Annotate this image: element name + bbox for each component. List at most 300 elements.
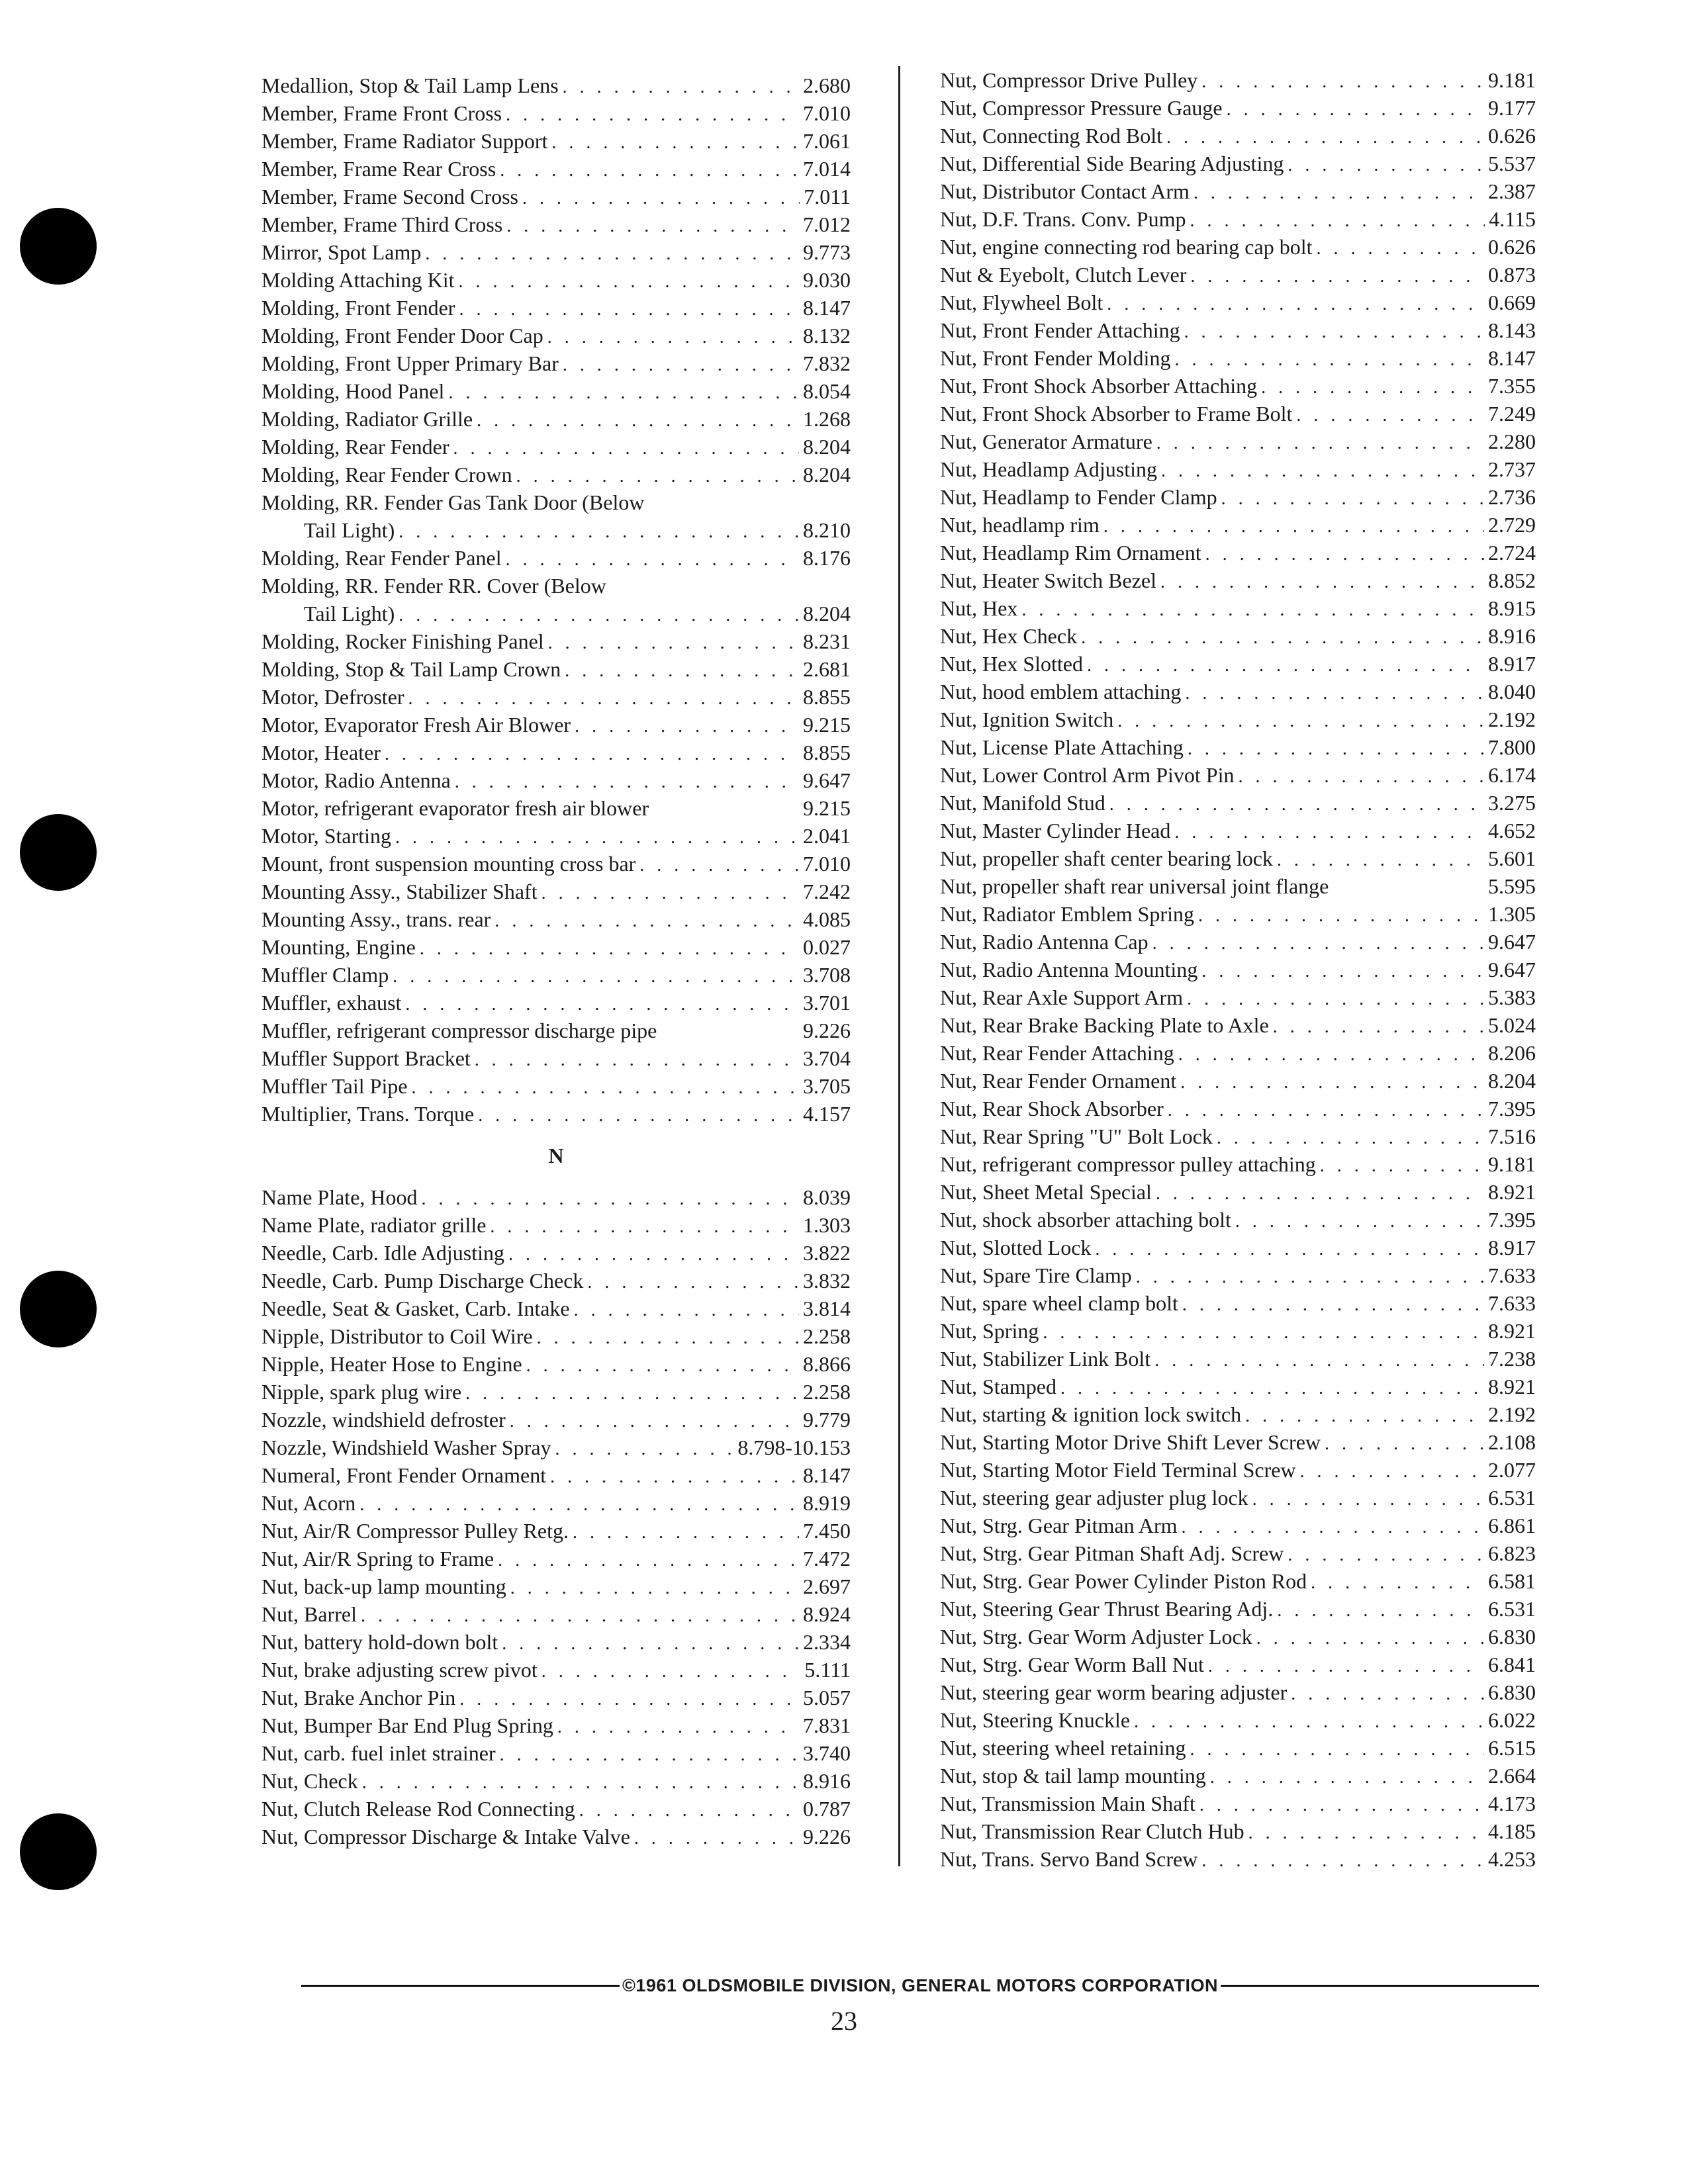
index-entry — [261, 238, 851, 266]
index-entry — [261, 1517, 851, 1545]
index-entry-text: Nut, Front Shock Absorber Attaching — [940, 374, 1258, 398]
index-entry-text: Nut, Radio Antenna Cap — [940, 930, 1149, 954]
dot-leader — [1184, 318, 1484, 346]
dot-leader — [1081, 624, 1484, 652]
index-entry-text: Molding, Front Upper Primary Bar — [261, 351, 559, 375]
index-entry-text: Motor, refrigerant evaporator fresh air blower — [261, 796, 649, 820]
index-entry — [261, 1378, 851, 1406]
index-entry-page: 8.204 — [803, 463, 851, 486]
dot-leader — [1273, 1013, 1484, 1041]
dot-leader — [550, 1463, 799, 1491]
dot-leader — [537, 1324, 799, 1352]
index-entry — [940, 1706, 1536, 1734]
index-entry — [940, 1373, 1536, 1400]
index-entry-page: 0.669 — [1488, 291, 1536, 314]
index-entry — [940, 1011, 1536, 1039]
index-entry-page: 7.242 — [803, 880, 851, 903]
dot-leader — [1300, 1458, 1484, 1486]
index-entry — [940, 483, 1536, 511]
dot-leader — [498, 1547, 799, 1574]
index-entry-text: Nut, Hex Check — [940, 624, 1078, 648]
index-entry-page: 8.921 — [1488, 1375, 1536, 1398]
dot-leader — [455, 768, 799, 796]
index-entry-text: Nut, Distributor Contact Arm — [940, 179, 1190, 203]
dot-leader — [420, 935, 799, 963]
index-entry-page: 8.147 — [1488, 346, 1536, 370]
index-entry-text: Nut, Transmission Main Shaft — [940, 1792, 1196, 1815]
index-entry-text: Nut, Heater Switch Bezel — [940, 569, 1156, 592]
index-entry-text: Nut, Headlamp Rim Ornament — [940, 541, 1201, 565]
index-entry — [261, 794, 851, 822]
index-entry-text: Tail Light) — [304, 518, 395, 542]
index-entry-page: 2.681 — [803, 657, 851, 681]
dot-leader — [494, 907, 799, 935]
index-entry — [261, 461, 851, 488]
dot-leader — [573, 1519, 799, 1547]
index-entry — [940, 1623, 1536, 1651]
dot-leader — [1325, 1430, 1484, 1458]
index-entry — [940, 1289, 1536, 1317]
index-entry-text: Tail Light) — [304, 602, 395, 625]
index-entry-page: 7.012 — [803, 212, 851, 236]
index-entry-text: Nut, steering wheel retaining — [940, 1736, 1186, 1760]
index-entry — [261, 1823, 851, 1850]
footer-rule-left — [301, 1985, 620, 1987]
dot-leader — [506, 546, 799, 574]
index-entry-page: 2.334 — [803, 1630, 851, 1654]
index-entry — [940, 511, 1536, 539]
index-entry — [940, 789, 1536, 817]
index-entry-text: Nut, carb. fuel inlet strainer — [261, 1741, 496, 1765]
index-entry-page: 9.030 — [803, 268, 851, 292]
index-entry-page: 8.147 — [803, 1463, 851, 1487]
dot-leader — [574, 1297, 799, 1324]
dot-leader — [475, 1046, 799, 1074]
index-entry-text: Nut, Spring — [940, 1319, 1039, 1343]
index-entry-page: 7.010 — [803, 101, 851, 125]
index-entry-text: Nut, Clutch Release Rod Connecting — [261, 1797, 575, 1821]
index-entry-page: 2.680 — [803, 73, 851, 97]
index-entry-text: Nut, Master Cylinder Head — [940, 819, 1171, 842]
index-entry-page: 2.724 — [1488, 541, 1536, 565]
index-entry — [261, 1100, 851, 1128]
index-entry-text: Mirror, Spot Lamp — [261, 240, 422, 264]
index-entry-text: Nut, brake adjusting screw pivot — [261, 1658, 538, 1682]
index-entry-page: 5.111 — [804, 1658, 851, 1682]
index-entry-text: Molding, RR. Fender RR. Cover (Below — [261, 574, 606, 598]
index-entry — [940, 678, 1536, 705]
index-entry — [940, 567, 1536, 594]
index-list-m-entries — [261, 71, 851, 1128]
index-entry-page: 8.204 — [1488, 1069, 1536, 1093]
index-entry-page: 3.832 — [803, 1269, 851, 1293]
index-entry-page: 5.057 — [803, 1686, 851, 1709]
index-entry — [261, 1795, 851, 1823]
index-entry-page: 8.206 — [1488, 1041, 1536, 1065]
index-entry — [940, 1317, 1536, 1345]
index-entry-page: 8.147 — [803, 296, 851, 320]
index-entry-text: Motor, Heater — [261, 741, 381, 764]
index-entry-text: Nut, Check — [261, 1769, 358, 1793]
dot-leader — [459, 296, 799, 324]
index-entry-page: 8.915 — [1488, 596, 1536, 620]
dot-leader — [1221, 485, 1484, 513]
index-entry — [940, 956, 1536, 983]
index-entry — [261, 1739, 851, 1767]
index-entry — [261, 155, 851, 183]
index-entry — [940, 1539, 1536, 1567]
index-entry-page: 7.800 — [1488, 735, 1536, 759]
dot-leader — [1208, 1653, 1484, 1680]
dot-leader — [1187, 985, 1484, 1013]
index-entry-text: Nozzle, windshield defroster — [261, 1408, 506, 1432]
copyright-notice: ©1961 OLDSMOBILE DIVISION, GENERAL MOTORS CORPORATION — [622, 1976, 1219, 1995]
index-entry-page: 7.633 — [1488, 1263, 1536, 1287]
index-entry-page: 9.779 — [803, 1408, 851, 1432]
index-entry — [261, 683, 851, 711]
index-entry-text: Nut, D.F. Trans. Conv. Pump — [940, 207, 1186, 231]
index-entry-text: Nut, headlamp rim — [940, 513, 1100, 537]
index-entry-page: 8.039 — [803, 1185, 851, 1209]
index-entry — [940, 233, 1536, 261]
dot-leader — [1188, 735, 1484, 763]
dot-leader — [1198, 902, 1484, 930]
index-entry-text: Nipple, spark plug wire — [261, 1380, 462, 1404]
dot-leader — [1296, 402, 1484, 430]
index-entry-text: Nut, Headlamp to Fender Clamp — [940, 485, 1217, 509]
index-entry — [940, 1651, 1536, 1678]
index-entry-text: Nut, Generator Armature — [940, 430, 1152, 453]
index-entry-text: Member, Frame Rear Cross — [261, 157, 496, 181]
index-entry-page: 8.855 — [803, 741, 851, 764]
dot-leader — [551, 129, 799, 157]
index-entry-page: 8.916 — [1488, 624, 1536, 648]
index-entry — [940, 817, 1536, 844]
index-entry-page: 6.531 — [1488, 1597, 1536, 1621]
dot-leader — [1182, 1514, 1485, 1541]
index-entry-text: Molding, Front Fender — [261, 296, 455, 320]
dot-leader — [1190, 207, 1485, 235]
index-entry-page: 0.027 — [803, 935, 851, 959]
dot-leader — [1201, 1847, 1484, 1875]
index-entry-page: 8.204 — [803, 602, 851, 625]
index-entry-text: Nut, Radiator Emblem Spring — [940, 902, 1194, 926]
dot-leader — [541, 880, 799, 907]
binder-hole — [20, 1813, 97, 1890]
index-entry-text: Nut, Slotted Lock — [940, 1236, 1092, 1259]
index-entry-page: 4.253 — [1488, 1847, 1536, 1871]
dot-leader — [1156, 430, 1484, 457]
index-entry — [261, 127, 851, 155]
index-entry-page: 9.181 — [1488, 1152, 1536, 1176]
dot-leader — [565, 657, 799, 685]
dot-leader — [459, 1686, 799, 1713]
index-entry-page: 6.830 — [1488, 1625, 1536, 1649]
index-entry-text: Motor, Defroster — [261, 685, 404, 709]
index-entry-page: 5.537 — [1488, 152, 1536, 175]
index-entry-text: Nut, shock absorber attaching bolt — [940, 1208, 1231, 1232]
index-entry-page: 2.697 — [803, 1574, 851, 1598]
index-entry-text: Nut, refrigerant compressor pulley attaching — [940, 1152, 1316, 1176]
index-entry-page: 4.185 — [1488, 1819, 1536, 1843]
index-entry-page: 3.705 — [803, 1074, 851, 1098]
dot-leader — [1136, 1263, 1484, 1291]
index-entry — [940, 1428, 1536, 1456]
index-entry-page: 8.855 — [803, 685, 851, 709]
dot-leader — [1174, 819, 1484, 846]
index-entry-page: 8.040 — [1488, 680, 1536, 704]
index-entry-text: Nut, propeller shaft center bearing lock — [940, 846, 1273, 870]
index-entry — [261, 933, 851, 961]
index-entry-page: 4.652 — [1488, 819, 1536, 842]
dot-leader — [1043, 1319, 1484, 1347]
index-entry-page: 7.450 — [803, 1519, 851, 1543]
index-entry-text: Nut, Sheet Metal Special — [940, 1180, 1152, 1204]
index-entry-text: Motor, Evaporator Fresh Air Blower — [261, 713, 571, 737]
dot-leader — [1288, 1541, 1484, 1569]
column-divider — [898, 66, 900, 1866]
index-entry-text: Molding, Front Fender Door Cap — [261, 324, 543, 347]
index-entry-text: Nut, License Plate Attaching — [940, 735, 1184, 759]
index-entry — [940, 1512, 1536, 1539]
dot-leader — [399, 602, 799, 629]
index-entry-page: 4.115 — [1489, 207, 1536, 231]
index-entry — [261, 1239, 851, 1267]
index-entry — [940, 928, 1536, 956]
index-entry-text: Nut, Hex Slotted — [940, 652, 1083, 676]
index-entry — [261, 711, 851, 739]
dot-leader — [459, 268, 799, 296]
index-entry-page: 8.916 — [803, 1769, 851, 1793]
index-entry-page: 8.866 — [803, 1352, 851, 1376]
index-entry — [940, 1456, 1536, 1484]
index-entry-text: Nut, Flywheel Bolt — [940, 291, 1103, 314]
index-entry-page: 8.054 — [803, 379, 851, 403]
index-entry-text: Name Plate, Hood — [261, 1185, 418, 1209]
index-entry-text: Muffler, exhaust — [261, 991, 402, 1015]
index-entry — [940, 1178, 1536, 1206]
dot-leader — [1256, 1625, 1484, 1653]
index-entry-text: Nut, Bumper Bar End Plug Spring — [261, 1713, 553, 1737]
index-entry-text: Nut, Differential Side Bearing Adjusting — [940, 152, 1284, 175]
index-entry-text: Mounting, Engine — [261, 935, 416, 959]
index-entry-text: Nut, starting & ignition lock switch — [940, 1402, 1242, 1426]
index-entry-text: Nut, Front Fender Attaching — [940, 318, 1180, 342]
dot-leader — [587, 1269, 799, 1297]
index-entry — [261, 989, 851, 1017]
index-entry — [261, 1406, 851, 1433]
index-entry-page: 7.011 — [804, 185, 851, 208]
index-entry — [940, 1400, 1536, 1428]
index-entry — [940, 594, 1536, 622]
index-entry-page: 7.395 — [1488, 1097, 1536, 1120]
index-entry — [940, 1678, 1536, 1706]
index-entry — [261, 433, 851, 461]
index-entry-page: 3.275 — [1488, 791, 1536, 815]
index-entry-text: Nut, Steering Gear Thrust Bearing Adj. — [940, 1597, 1274, 1621]
index-entry — [261, 1461, 851, 1489]
index-entry — [940, 1150, 1536, 1178]
index-entry-page: 8.231 — [803, 629, 851, 653]
footer-rule-right — [1221, 1985, 1539, 1987]
index-entry-text: Nut, Compressor Pressure Gauge — [940, 96, 1223, 120]
index-entry-page: 2.041 — [803, 824, 851, 848]
index-entry — [261, 905, 851, 933]
index-entry-page: 8.917 — [1488, 652, 1536, 676]
index-entry-page: 3.704 — [803, 1046, 851, 1070]
index-entry — [940, 1261, 1536, 1289]
index-entry-text: Motor, Radio Antenna — [261, 768, 451, 792]
index-entry-page: 2.729 — [1488, 513, 1536, 537]
index-entry-text: Nozzle, Windshield Washer Spray — [261, 1435, 551, 1459]
index-entry-page: 5.024 — [1488, 1013, 1536, 1037]
dot-leader — [1182, 1291, 1484, 1319]
dot-leader — [412, 1074, 799, 1102]
index-entry — [261, 572, 851, 600]
dot-leader — [1178, 1041, 1484, 1069]
dot-leader — [478, 1102, 799, 1130]
index-entry-text: Nut, Strg. Gear Pitman Arm — [940, 1514, 1178, 1537]
dot-leader — [506, 101, 799, 129]
dot-leader — [477, 407, 799, 435]
dot-leader — [634, 1825, 799, 1852]
index-entry — [940, 900, 1536, 928]
index-entry-page: 2.387 — [1488, 179, 1536, 203]
dot-leader — [1190, 1736, 1484, 1764]
index-entry-page: 2.664 — [1488, 1764, 1536, 1788]
dot-leader — [510, 1408, 799, 1435]
index-entry-page: 2.258 — [803, 1380, 851, 1404]
index-entry-text: Muffler Support Bracket — [261, 1046, 471, 1070]
binder-hole — [20, 208, 97, 285]
index-entry-text: Nut, stop & tail lamp mounting — [940, 1764, 1206, 1788]
index-entry-text: Nut, Steering Knuckle — [940, 1708, 1131, 1732]
page-number: 23 — [831, 2006, 857, 2036]
index-entry-text: Member, Frame Second Cross — [261, 185, 518, 208]
index-entry-text: Nut, Trans. Servo Band Screw — [940, 1847, 1198, 1871]
index-entry — [261, 655, 851, 683]
index-entry — [940, 455, 1536, 483]
index-entry-text: Nut, Air/R Compressor Pulley Retg. — [261, 1519, 569, 1543]
dot-leader — [465, 1380, 799, 1408]
index-entry-page: 8.204 — [803, 435, 851, 459]
index-entry-page: 9.647 — [1488, 930, 1536, 954]
index-entry-text: Nut, Barrel — [261, 1602, 357, 1626]
index-entry-text: Nut, Brake Anchor Pin — [261, 1686, 456, 1709]
index-entry-page: 5.595 — [1488, 874, 1536, 898]
index-entry-page: 6.581 — [1488, 1569, 1536, 1593]
dot-leader — [548, 629, 799, 657]
index-entry — [261, 294, 851, 322]
index-entry-text: Molding, RR. Fender Gas Tank Door (Below — [261, 490, 645, 514]
index-entry-page: 8.798-10.153 — [737, 1435, 851, 1459]
dot-leader — [1021, 596, 1484, 624]
dot-leader — [1217, 1124, 1484, 1152]
index-entry-page: 6.531 — [1488, 1486, 1536, 1510]
index-entry-text: Nut, Lower Control Arm Pivot Pin — [940, 763, 1235, 787]
index-entry-text: Nut, hood emblem attaching — [940, 680, 1182, 704]
index-entry — [940, 316, 1536, 344]
index-entry — [261, 1322, 851, 1350]
index-entry-text: Numeral, Front Fender Ornament — [261, 1463, 547, 1487]
dot-leader — [1248, 1819, 1484, 1847]
dot-leader — [362, 1769, 799, 1797]
index-entry — [261, 961, 851, 989]
index-entry-text: Member, Frame Front Cross — [261, 101, 502, 125]
section-letter-heading: N — [548, 1144, 564, 1167]
index-entry — [940, 1790, 1536, 1817]
index-list-n-entries — [261, 1183, 851, 1850]
dot-leader — [1261, 374, 1484, 402]
index-entry — [940, 872, 1536, 900]
index-entry-text: Mounting Assy., trans. rear — [261, 907, 491, 931]
index-entry-page: 8.921 — [1488, 1319, 1536, 1343]
index-entry-text: Nut, Connecting Rod Bolt — [940, 124, 1162, 148]
index-entry-page: 3.708 — [803, 963, 851, 987]
index-entry — [261, 766, 851, 794]
index-entry-text: Molding, Rear Fender — [261, 435, 449, 459]
index-entry-text: Nut, Rear Brake Backing Plate to Axle — [940, 1013, 1269, 1037]
index-entry — [940, 1039, 1536, 1067]
dot-leader — [1103, 513, 1484, 541]
index-entry-page: 0.626 — [1488, 124, 1536, 148]
dot-leader — [557, 1713, 799, 1741]
dot-leader — [508, 1241, 799, 1269]
dot-leader — [1201, 68, 1484, 96]
index-entry — [940, 261, 1536, 289]
dot-leader — [393, 963, 799, 991]
dot-leader — [516, 463, 799, 490]
dot-leader — [1245, 1402, 1484, 1430]
index-entry-text: Nut, Stabilizer Link Bolt — [940, 1347, 1151, 1371]
dot-leader — [359, 1491, 799, 1519]
index-entry — [940, 733, 1536, 761]
index-entry-text: Nut, Front Fender Molding — [940, 346, 1171, 370]
index-entry-text: Member, Frame Third Cross — [261, 212, 503, 236]
index-entry-text: Molding, Radiator Grille — [261, 407, 473, 431]
index-entry-page: 2.192 — [1488, 1402, 1536, 1426]
index-entry — [261, 1017, 851, 1044]
index-entry-page: 9.226 — [803, 1019, 851, 1042]
index-entry-page: 7.633 — [1488, 1291, 1536, 1315]
index-entry — [940, 1067, 1536, 1095]
dot-leader — [448, 379, 799, 407]
dot-leader — [1107, 291, 1484, 318]
index-entry-text: Nut, steering gear worm bearing adjuster — [940, 1680, 1288, 1704]
index-entry-text: Mounting Assy., Stabilizer Shaft — [261, 880, 538, 903]
index-entry-page: 6.174 — [1488, 763, 1536, 787]
index-entry-page: 6.022 — [1488, 1708, 1536, 1732]
index-entry-page: 7.238 — [1488, 1347, 1536, 1371]
dot-leader — [1161, 457, 1484, 485]
dot-leader — [1199, 1792, 1484, 1819]
index-entry — [940, 539, 1536, 567]
index-entry-page: 5.601 — [1488, 846, 1536, 870]
index-entry — [261, 878, 851, 905]
index-entry-page: 6.830 — [1488, 1680, 1536, 1704]
index-entry-text: Nut, Rear Shock Absorber — [940, 1097, 1164, 1120]
index-entry-page: 9.226 — [803, 1825, 851, 1848]
index-entry — [261, 1684, 851, 1711]
index-entry-text: Muffler, refrigerant compressor discharge pipe — [261, 1019, 657, 1042]
index-entry-page: 0.626 — [1488, 235, 1536, 259]
index-entry — [261, 739, 851, 766]
index-entry — [261, 1072, 851, 1100]
index-entry — [261, 183, 851, 210]
dot-leader — [1311, 1569, 1484, 1597]
index-entry-text: Needle, Carb. Pump Discharge Check — [261, 1269, 584, 1293]
dot-leader — [502, 1630, 799, 1658]
